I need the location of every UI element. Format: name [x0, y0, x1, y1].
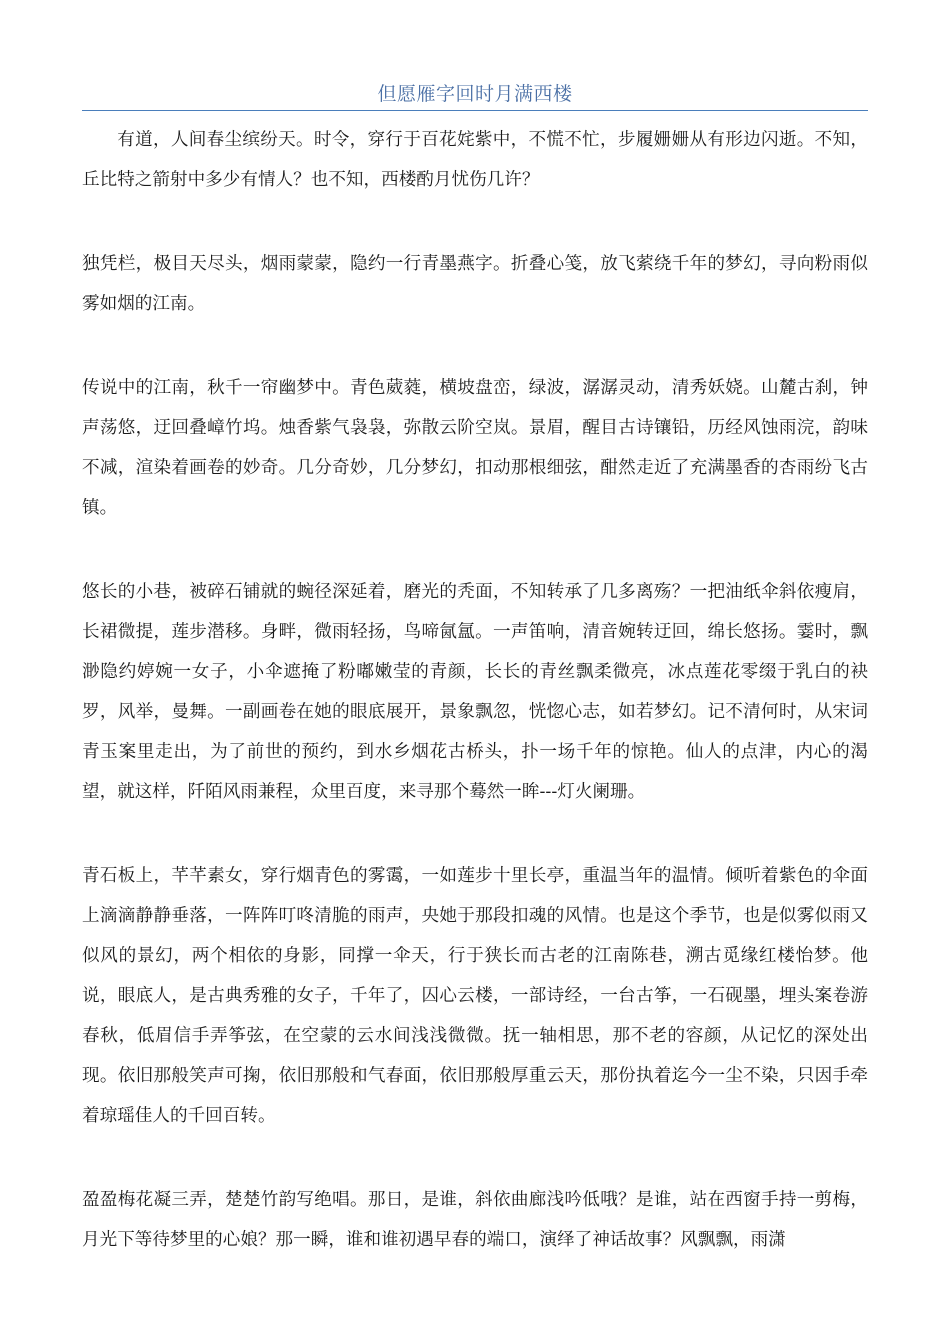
paragraph: 悠长的小巷，被碎石铺就的蜿径深延着，磨光的秃面，不知转承了几多离殇？一把油纸伞斜依瘦肩，长裙微提，莲步潜移。身畔，微雨轻扬，鸟啼氤氲。一声笛响，清音婉转迂回，绵长悠扬。霎时，飘渺隐约婷婉一女子，小伞遮掩了粉嘟嫩莹的青颜，长长的青丝飘柔微亮，冰点莲花零缀于乳白的袂罗，风举，曼舞。一副画卷在她的眼底展开，景象飘忽，恍惚心志，如若梦幻。记不清何时，从宋词青玉案里走出，为了前世的预约，到水乡烟花古桥头，扑一场千年的惊艳。仙人的点津，内心的渴望，就这样，阡陌风雨兼程，众里百度，来寻那个蓦然一眸---灯火阑珊。: [82, 582, 868, 802]
paragraph: 青石板上，芊芊素女，穿行烟青色的雾霭，一如莲步十里长亭，重温当年的温情。倾听着紫色的伞面上滴滴静静垂落，一阵阵叮咚清脆的雨声，央她于那段扣魂的风情。也是这个季节，也是似雾似雨又似风的景幻，两个相依的身影，同撑一伞天，行于狭长而古老的江南陈巷，溯古觅缘红楼怡梦。他说，眼底人，是古典秀雅的女子，千年了，囚心云楼，一部诗经，一台古筝，一石砚墨，埋头案卷游春秋，低眉信手弄筝弦，在空蒙的云水间浅浅微微。抚一轴相思，那不老的容颜，从记忆的深处出现。依旧那般笑声可掬，依旧那般和气春面，依旧那般厚重云天，那份执着迄今一尘不染，只因手牵着琼瑶佳人的千回百转。: [82, 866, 868, 1126]
paragraph: 传说中的江南，秋千一帘幽梦中。青色葳蕤，横坡盘峦，绿波，潺潺灵动，清秀妖娆。山麓古刹，钟声荡悠，迂回叠嶂竹坞。烛香紫气袅袅，弥散云阶空岚。景眉，醒目古诗镶铅，历经风蚀雨浣，韵味不减，渲染着画卷的妙奇。几分奇妙，几分梦幻，扣动那根细弦，酣然走近了充满墨香的杏雨纷飞古镇。: [82, 378, 868, 518]
article-body: [82, 120, 868, 1304]
paragraph: 独凭栏，极目天尽头，烟雨蒙蒙，隐约一行青墨燕字。折叠心笺，放飞萦绕千年的梦幻，寻向粉雨似雾如烟的江南。: [82, 254, 868, 314]
page-title: 但愿雁字回时月满西楼: [377, 83, 573, 105]
paragraph: 盈盈梅花凝三弄，楚楚竹韵写绝唱。那日，是谁，斜依曲廊浅吟低哦？是谁，站在西窗手持一剪梅，月光下等待梦里的心娘？那一瞬，谁和谁初遇早春的端口，演绎了神话故事？风飘飘，雨潇: [82, 1190, 868, 1250]
paragraph: 有道，人间春尘缤纷天。时令，穿行于百花姹紫中，不慌不忙，步履姗姗从有形边闪逝。不知，丘比特之箭射中多少有情人？也不知，西楼酌月忧伤几许？: [82, 130, 868, 190]
page-header: [82, 80, 868, 111]
